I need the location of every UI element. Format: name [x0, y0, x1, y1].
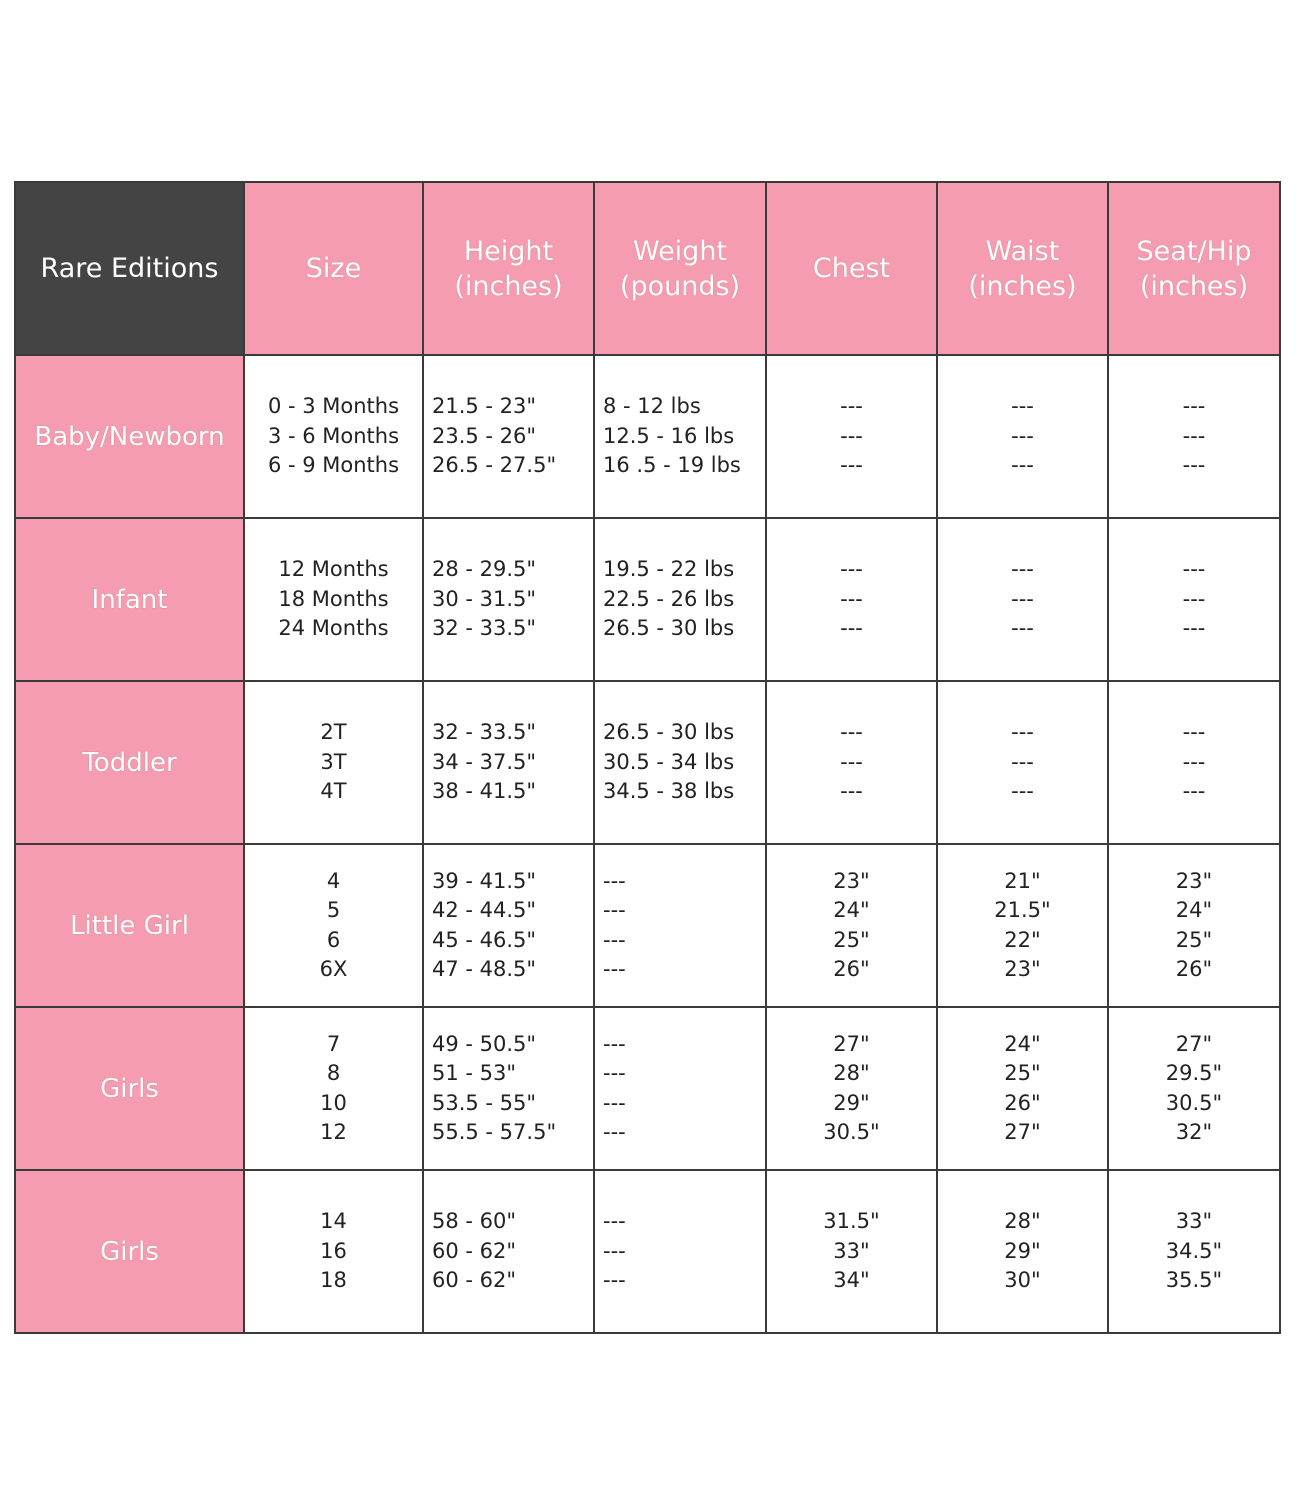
weight-cell	[594, 355, 766, 518]
weight-value: 12.5 - 16 lbs	[603, 423, 735, 448]
size-value: 6	[326, 927, 341, 952]
header-row	[15, 182, 1280, 355]
waist-value: 30"	[1004, 1268, 1041, 1293]
weight-value: ---	[603, 1209, 626, 1234]
size-value: 6 - 9 Months	[267, 453, 400, 478]
seat-cell	[1108, 681, 1280, 844]
table-header	[15, 182, 1280, 355]
weight-value: ---	[603, 927, 626, 952]
seat-value: ---	[1182, 616, 1206, 641]
height-cell	[423, 518, 594, 681]
height-value: 60 - 62"	[432, 1268, 517, 1293]
size-value: 24 Months	[278, 616, 389, 641]
size-value: 18	[320, 1268, 347, 1293]
height-value: 26.5 - 27.5"	[432, 453, 557, 478]
height-value: 34 - 37.5"	[432, 749, 537, 774]
size-value: 18 Months	[278, 586, 389, 611]
seat-value: 34.5"	[1165, 1238, 1223, 1263]
height-value: 47 - 48.5"	[432, 957, 537, 981]
weight-value: 8 - 12 lbs	[603, 394, 701, 419]
seat-value: 25"	[1175, 927, 1213, 952]
weight-value: 34.5 - 38 lbs	[603, 779, 735, 804]
weight-value: ---	[603, 868, 626, 893]
seat-value: ---	[1182, 586, 1206, 611]
table-body	[15, 355, 1280, 1333]
chest-value: 23"	[833, 868, 870, 893]
weight-value: ---	[603, 1268, 626, 1293]
waist-value: 23"	[1004, 957, 1041, 981]
chest-value: ---	[840, 586, 863, 611]
size-cell	[244, 1170, 423, 1333]
size-header	[244, 182, 423, 355]
chest-cell	[766, 355, 937, 518]
height-value: 32 - 33.5"	[432, 720, 537, 745]
size-value: 3 - 6 Months	[267, 423, 400, 448]
height-value: 38 - 41.5"	[432, 779, 537, 804]
seat-cell	[1108, 1007, 1280, 1170]
row-group-label: Infant	[15, 518, 244, 681]
waist-value: 22"	[1004, 927, 1041, 952]
chest-cell	[766, 518, 937, 681]
size-chart-table	[14, 181, 1281, 1334]
weight-value: 16 .5 - 19 lbs	[603, 453, 741, 478]
height-value: 28 - 29.5"	[432, 557, 537, 582]
weight-value: 22.5 - 26 lbs	[603, 586, 735, 611]
waist-value: ---	[1011, 557, 1034, 582]
seat-header-unit: (inches)	[1139, 270, 1249, 302]
height-value: 42 - 44.5"	[432, 898, 537, 922]
height-value: 21.5 - 23"	[432, 394, 537, 419]
weight-cell	[594, 681, 766, 844]
height-value: 53.5 - 55"	[432, 1090, 537, 1115]
height-cell	[423, 681, 594, 844]
weight-value: ---	[603, 1238, 626, 1263]
chest-value: 24"	[833, 898, 870, 922]
seat-value: 33"	[1175, 1209, 1213, 1234]
size-header-label: Size	[305, 253, 362, 284]
chest-cell	[766, 1170, 937, 1333]
height-cell	[423, 1007, 594, 1170]
height-header	[423, 182, 594, 355]
size-value: 12 Months	[278, 557, 389, 582]
size-cell	[244, 518, 423, 681]
table-row	[15, 1170, 1280, 1333]
size-value: 10	[320, 1090, 347, 1115]
seat-value: ---	[1182, 720, 1206, 745]
waist-cell	[937, 1007, 1108, 1170]
chest-value: ---	[840, 720, 863, 745]
table-row	[15, 518, 1280, 681]
waist-value: ---	[1011, 453, 1034, 478]
seat-header	[1108, 182, 1280, 355]
seat-value: 27"	[1175, 1031, 1213, 1056]
brand-header-label: Rare Editions	[40, 253, 219, 284]
chest-value: ---	[840, 394, 863, 419]
chest-value: ---	[840, 453, 863, 478]
weight-value: ---	[603, 1120, 626, 1144]
weight-value: ---	[603, 1090, 626, 1115]
weight-header-unit: (pounds)	[619, 270, 741, 302]
chest-value: 29"	[833, 1090, 870, 1115]
chest-value: ---	[840, 616, 863, 641]
waist-value: ---	[1011, 779, 1034, 804]
seat-value: 23"	[1175, 868, 1213, 893]
seat-cell	[1108, 1170, 1280, 1333]
seat-value: ---	[1182, 749, 1206, 774]
row-group-label: Toddler	[15, 681, 244, 844]
size-value: 12	[320, 1120, 347, 1144]
waist-header-unit: (inches)	[968, 270, 1077, 302]
waist-value: 26"	[1004, 1090, 1041, 1115]
height-cell	[423, 1170, 594, 1333]
waist-value: ---	[1011, 749, 1034, 774]
height-value: 30 - 31.5"	[432, 586, 537, 611]
table-row	[15, 1007, 1280, 1170]
weight-cell	[594, 1170, 766, 1333]
size-value: 14	[320, 1209, 347, 1234]
chest-value: ---	[840, 779, 863, 804]
seat-value: 24"	[1175, 898, 1213, 922]
waist-value: 24"	[1004, 1031, 1041, 1056]
height-value: 55.5 - 57.5"	[432, 1120, 557, 1144]
waist-value: ---	[1011, 586, 1034, 611]
size-value: 0 - 3 Months	[267, 394, 400, 419]
seat-value: ---	[1182, 557, 1206, 582]
chest-cell	[766, 681, 937, 844]
size-value: 2T	[320, 720, 347, 745]
height-header-label: Height	[463, 235, 554, 267]
seat-cell	[1108, 518, 1280, 681]
chest-header-label: Chest	[812, 253, 891, 284]
height-header-unit: (inches)	[454, 270, 563, 302]
weight-header-label: Weight	[632, 235, 728, 267]
size-value: 8	[326, 1061, 341, 1085]
height-cell	[423, 355, 594, 518]
size-value: 5	[326, 898, 341, 922]
chest-value: ---	[840, 557, 863, 582]
weight-value: 19.5 - 22 lbs	[603, 557, 735, 582]
height-value: 45 - 46.5"	[432, 927, 537, 952]
row-group-label: Baby/Newborn	[15, 355, 244, 518]
row-group-label: Girls	[15, 1007, 244, 1170]
waist-value: 21.5"	[994, 898, 1051, 922]
weight-value: 30.5 - 34 lbs	[603, 749, 735, 774]
weight-value: ---	[603, 898, 626, 922]
waist-header	[937, 182, 1108, 355]
seat-value: ---	[1182, 423, 1206, 448]
chest-value: 31.5"	[823, 1209, 880, 1234]
height-value: 51 - 53"	[432, 1061, 517, 1085]
chest-value: 25"	[833, 927, 870, 952]
height-value: 49 - 50.5"	[432, 1031, 537, 1056]
weight-value: ---	[603, 1031, 626, 1056]
seat-value: ---	[1182, 394, 1206, 419]
seat-header-label: Seat/Hip	[1136, 235, 1252, 267]
size-cell	[244, 844, 423, 1007]
size-value: 4T	[320, 779, 347, 804]
chest-value: 26"	[833, 957, 870, 981]
chest-cell	[766, 1007, 937, 1170]
seat-cell	[1108, 844, 1280, 1007]
height-value: 39 - 41.5"	[432, 868, 537, 893]
row-group-label: Girls	[15, 1170, 244, 1333]
waist-value: 25"	[1004, 1061, 1041, 1085]
height-value: 58 - 60"	[432, 1209, 517, 1234]
waist-cell	[937, 1170, 1108, 1333]
seat-value: 29.5"	[1165, 1061, 1223, 1085]
brand-header	[15, 182, 244, 355]
waist-cell	[937, 681, 1108, 844]
table-row	[15, 844, 1280, 1007]
weight-value: 26.5 - 30 lbs	[603, 720, 735, 745]
table-row	[15, 355, 1280, 518]
weight-cell	[594, 1007, 766, 1170]
chest-value: 27"	[833, 1031, 870, 1056]
waist-value: 27"	[1004, 1120, 1041, 1144]
waist-header-label: Waist	[985, 235, 1060, 267]
size-value: 4	[326, 868, 341, 893]
weight-value: ---	[603, 1061, 626, 1085]
seat-value: 30.5"	[1165, 1090, 1223, 1115]
seat-value: 35.5"	[1165, 1268, 1223, 1293]
chest-value: 30.5"	[823, 1120, 880, 1144]
size-value: 16	[320, 1238, 347, 1263]
chest-value: 28"	[833, 1061, 870, 1085]
waist-value: 29"	[1004, 1238, 1041, 1263]
seat-value: 32"	[1175, 1120, 1213, 1144]
seat-value: ---	[1182, 779, 1206, 804]
waist-value: ---	[1011, 394, 1034, 419]
size-value: 3T	[320, 749, 347, 774]
chest-value: ---	[840, 423, 863, 448]
size-cell	[244, 681, 423, 844]
chest-value: 34"	[833, 1268, 870, 1293]
weight-value: ---	[603, 957, 626, 981]
waist-cell	[937, 518, 1108, 681]
waist-cell	[937, 355, 1108, 518]
chest-value: 33"	[833, 1238, 870, 1263]
size-value: 7	[326, 1031, 341, 1056]
seat-value: 26"	[1175, 957, 1213, 981]
chest-value: ---	[840, 749, 863, 774]
waist-value: ---	[1011, 423, 1034, 448]
chest-header	[766, 182, 937, 355]
height-value: 23.5 - 26"	[432, 423, 537, 448]
seat-cell	[1108, 355, 1280, 518]
size-cell	[244, 1007, 423, 1170]
height-cell	[423, 844, 594, 1007]
weight-header	[594, 182, 766, 355]
table-row	[15, 681, 1280, 844]
height-value: 60 - 62"	[432, 1238, 517, 1263]
size-cell	[244, 355, 423, 518]
chest-cell	[766, 844, 937, 1007]
waist-value: 28"	[1004, 1209, 1041, 1234]
waist-value: ---	[1011, 616, 1034, 641]
waist-value: ---	[1011, 720, 1034, 745]
weight-value: 26.5 - 30 lbs	[603, 616, 735, 641]
weight-cell	[594, 518, 766, 681]
height-value: 32 - 33.5"	[432, 616, 537, 641]
waist-cell	[937, 844, 1108, 1007]
size-value: 6X	[319, 957, 348, 981]
row-group-label: Little Girl	[15, 844, 244, 1007]
waist-value: 21"	[1004, 868, 1041, 893]
weight-cell	[594, 844, 766, 1007]
seat-value: ---	[1182, 453, 1206, 478]
